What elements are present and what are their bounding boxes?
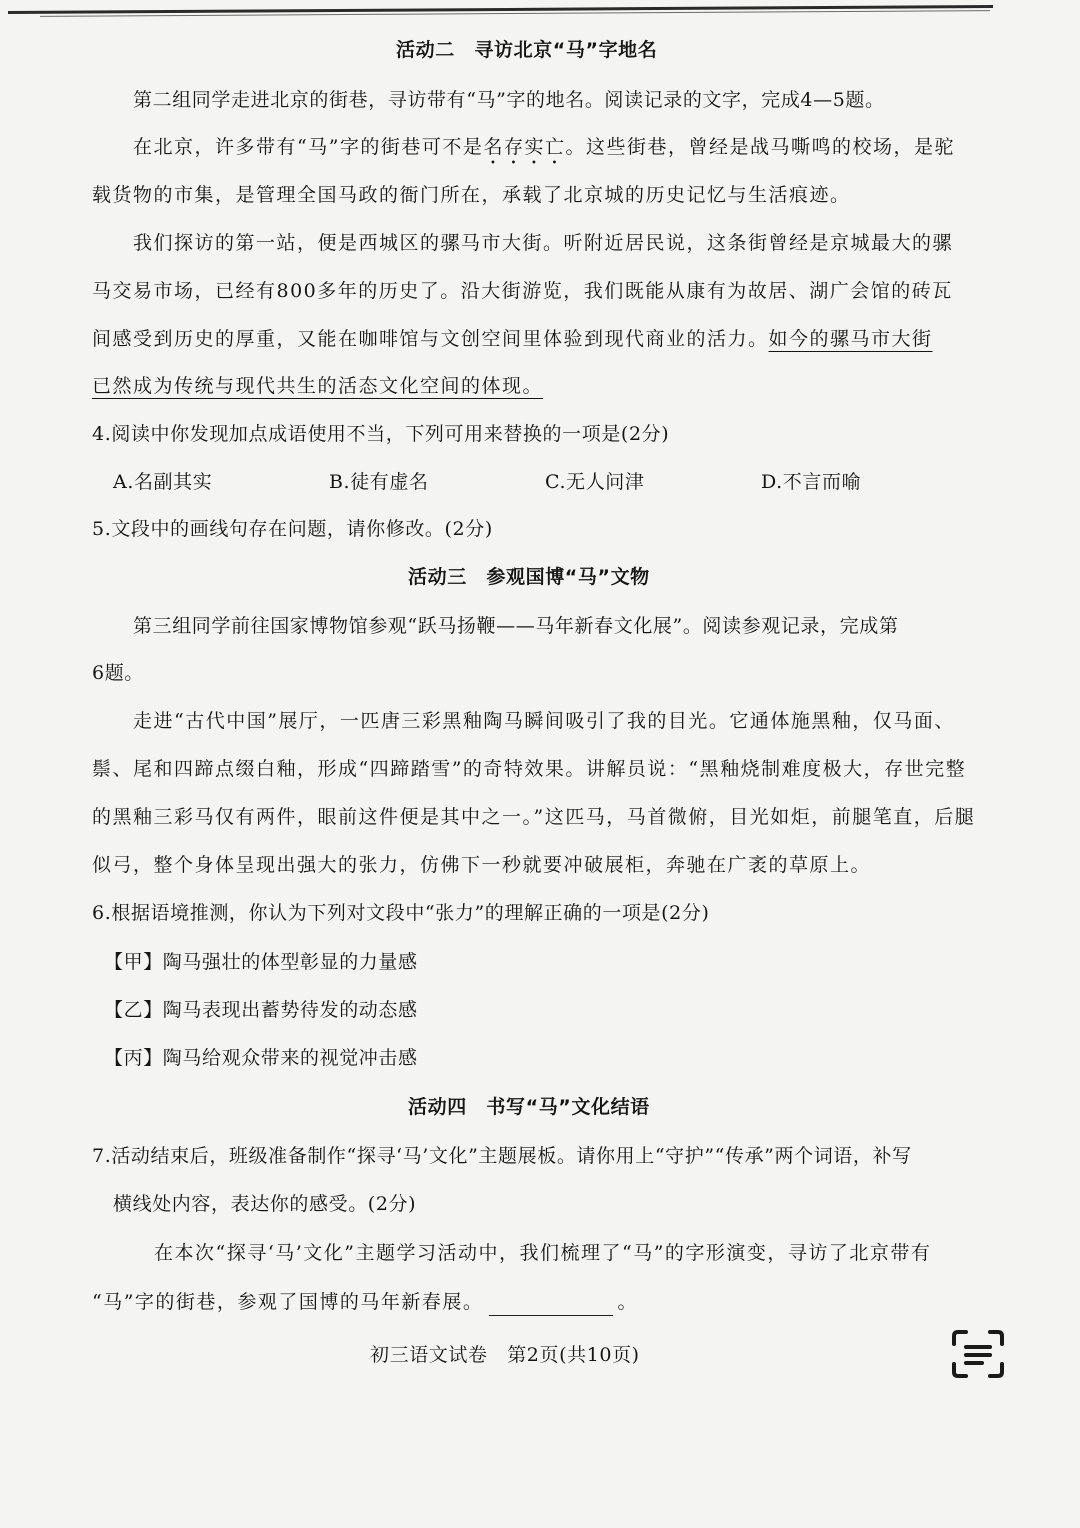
passage-end: 。 (617, 1291, 638, 1313)
dotted-idiom: 名存实亡 (483, 136, 566, 158)
activity2-paragraph2-line1: 我们探访的第一站，便是西城区的骡马市大街。听附近居民说，这条街曾经是京城最大的骡 (133, 232, 954, 254)
activity3-intro-line1: 第三组同学前往国家博物馆参观“跃马扬鞭——马年新春文化展”。阅读参观记录，完成第 (133, 615, 899, 637)
underlined-sentence-part1: 如今的骡马市大街 (768, 328, 933, 350)
activity3-paragraph-line2: 鬃、尾和四蹄点缀白釉，形成“四蹄踏雪”的奇特效果。讲解员说：“黑釉烧制难度极大，存世完整 (92, 758, 967, 780)
question4-option-a: A.名副其实 (113, 471, 213, 493)
answer-blank[interactable] (489, 1295, 613, 1316)
activity2-paragraph2-line3 (92, 325, 933, 353)
underlined-sentence-part2: 已然成为传统与现代共生的活态文化空间的体现。 (92, 375, 544, 397)
activity2-paragraph1-line2: 载货物的市集，是管理全国马政的衙门所在，承载了北京城的历史记忆与生活痕迹。 (92, 184, 851, 206)
question7-passage-line2 (92, 1288, 638, 1316)
activity3-paragraph-line3: 的黑釉三彩马仅有两件，眼前这件便是其中之一。”这匹马，马首微俯，目光如炬，前腿笔直，后腿 (92, 806, 976, 828)
question5-stem: 5.文段中的画线句存在问题，请你修改。(2分) (92, 518, 493, 540)
scan-text-icon[interactable] (950, 1328, 1006, 1380)
activity2-paragraph2-line2: 马交易市场，已经有800多年的历史了。沿大街游览，我们既能从康有为故居、湖广会馆的砖瓦 (92, 280, 953, 302)
activity2-intro: 第二组同学走进北京的街巷，寻访带有“马”字的地名。阅读记录的文字，完成4—5题。 (133, 89, 885, 111)
p1-text-a: 在北京，许多带有“马”字的街巷可不是 (133, 136, 484, 158)
question7-passage-line1: 在本次“探寻‘马’文化”主题学习活动中，我们梳理了“马”的字形演变，寻访了北京带有 (154, 1242, 932, 1264)
p1-text-b: 。这些街巷，曾经是战马嘶鸣的校场，是驼 (565, 136, 955, 158)
passage-text: “马”字的街巷，参观了国博的马年新春展。 (92, 1291, 484, 1313)
scan-text-icon-svg (950, 1328, 1006, 1380)
activity3-title: 活动三 参观国博“马”文物 (408, 566, 650, 588)
question4-option-d: D.不言而喻 (761, 471, 862, 493)
question4-option-c: C.无人问津 (545, 471, 645, 493)
activity2-title: 活动二 寻访北京“马”字地名 (396, 39, 658, 61)
question7-stem-line1: 7.活动结束后，班级准备制作“探寻‘马’文化”主题展板。请你用上“守护”“传承”两个词语，补写 (92, 1145, 912, 1167)
question4-stem: 4.阅读中你发现加点成语使用不当，下列可用来替换的一项是(2分) (92, 423, 670, 445)
activity4-title: 活动四 书写“马”文化结语 (408, 1096, 650, 1118)
activity2-paragraph1-line1 (133, 133, 955, 169)
question7-stem-line2: 横线处内容，表达你的感受。(2分) (113, 1193, 417, 1215)
activity3-intro-line2: 6题。 (92, 662, 144, 684)
question6-option-jia: 【甲】陶马强壮的体型彰显的力量感 (104, 951, 418, 973)
p2-text-a: 间感受到历史的厚重，又能在咖啡馆与文创空间里体验到现代商业的活力。 (92, 328, 769, 350)
activity3-paragraph-line1: 走进“古代中国”展厅，一匹唐三彩黑釉陶马瞬间吸引了我的目光。它通体施黑釉，仅马面、 (133, 710, 955, 732)
question6-stem: 6.根据语境推测，你认为下列对文段中“张力”的理解正确的一项是(2分) (92, 902, 710, 924)
page-footer: 初三语文试卷 第2页(共10页) (370, 1344, 640, 1366)
question4-option-b: B.徒有虚名 (329, 471, 429, 493)
question6-option-bing: 【丙】陶马给观众带来的视觉冲击感 (104, 1047, 418, 1069)
question6-option-yi: 【乙】陶马表现出蓄势待发的动态感 (104, 999, 418, 1021)
activity3-paragraph-line4: 似弓，整个身体呈现出强大的张力，仿佛下一秒就要冲破展柜，奔驰在广袤的草原上。 (92, 854, 872, 876)
